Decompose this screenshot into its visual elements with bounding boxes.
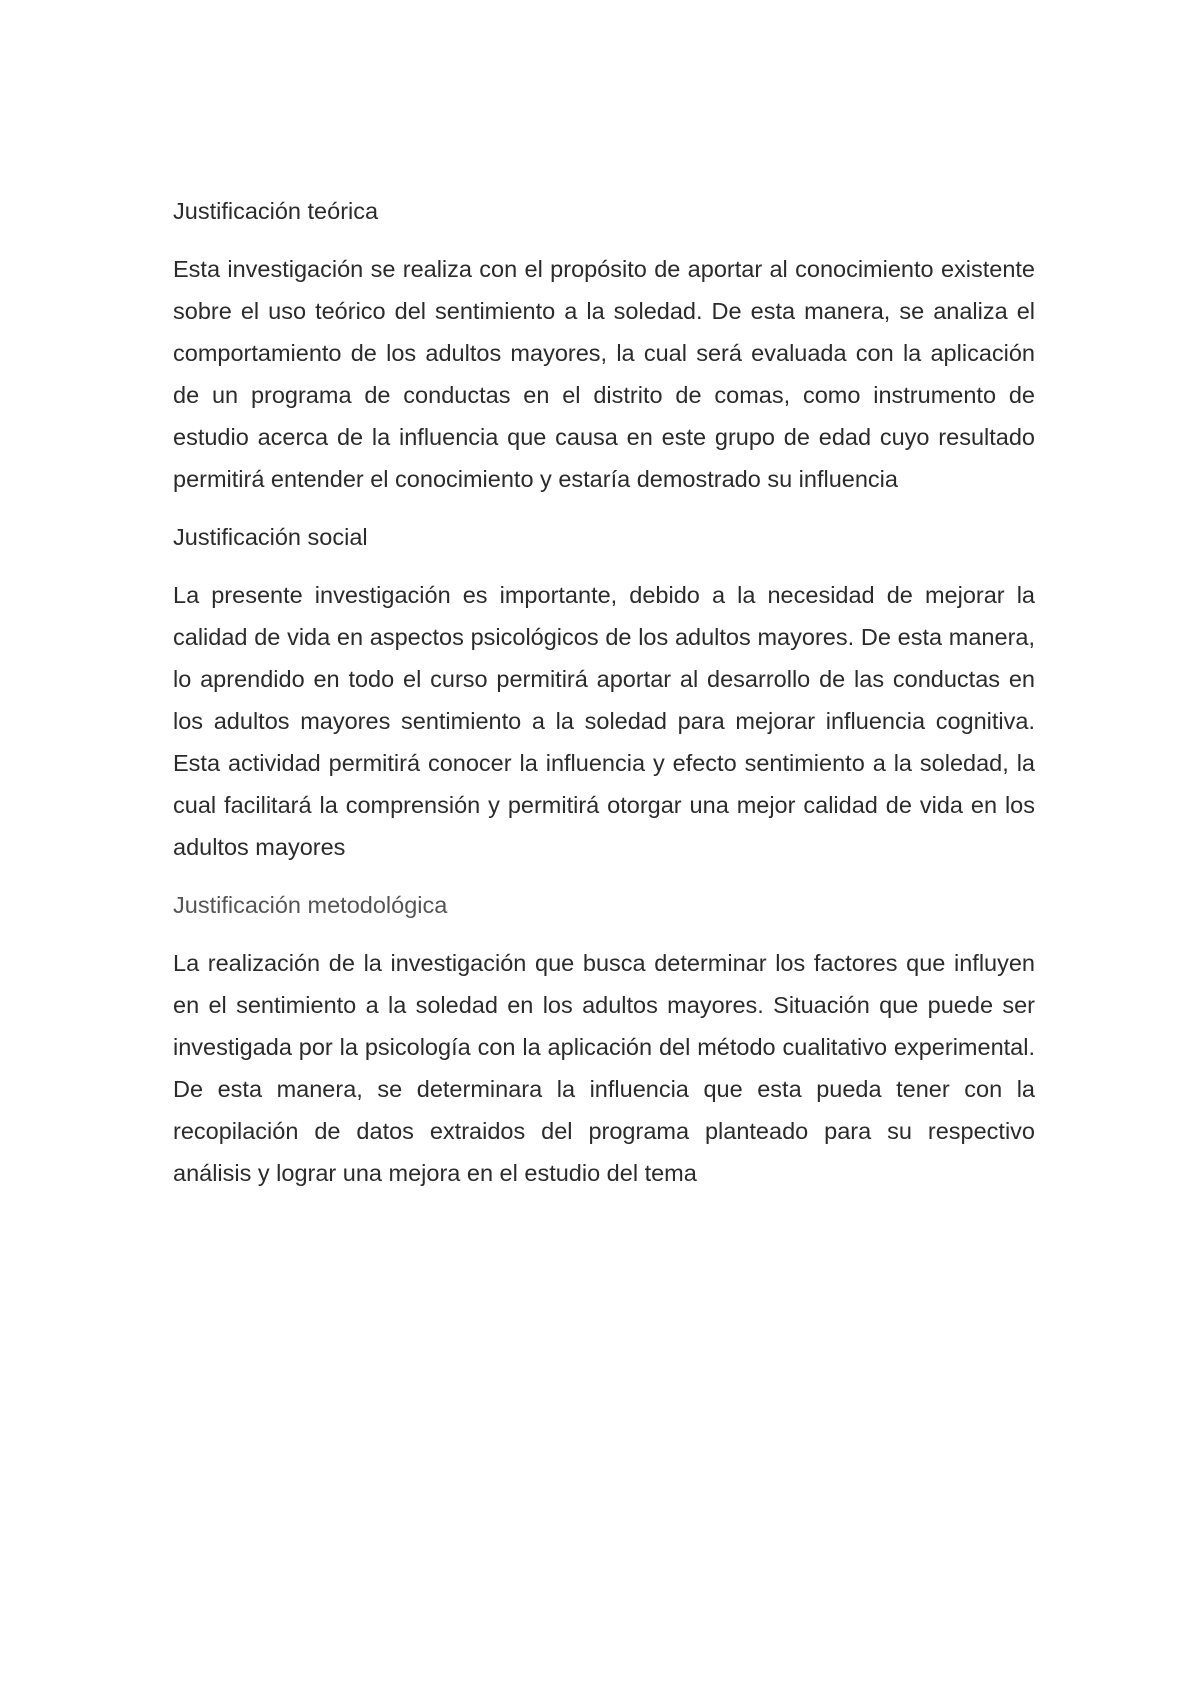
section-paragraph-teorica: Esta investigación se realiza con el propósito de aportar al conocimiento existente sobre el uso teórico del sentimiento a la soledad. De esta manera, se analiza el comportamiento de los adultos mayores, la cual será evaluada con la aplicación de un programa de conductas en el distrito de comas, como instrumento de estudio acerca de la influencia que causa en este grupo de edad cuyo resultado permitirá entender el conocimiento y estaría demostrado su influencia [173,256,1035,492]
section-paragraph-social: La presente investigación es importante, debido a la necesidad de mejorar la calidad de vida en aspectos psicológicos de los adultos mayores. De esta manera, lo aprendido en todo el curso permitirá aportar al desarrollo de las conductas en los adultos mayores sentimiento a la soledad para mejorar influencia cognitiva. Esta actividad permitirá conocer la influencia y efecto sentimiento a la soledad, la cual facilitará la comprensión y permitirá otorgar una mejor calidad de vida en los adultos mayores [173,582,1035,860]
section-heading-metodologica: Justificación metodológica [173,892,448,918]
section-heading-social: Justificación social [173,524,368,550]
section-heading-teorica: Justificación teórica [173,198,379,224]
document-body [173,190,1035,1210]
section-paragraph-metodologica: La realización de la investigación que busca determinar los factores que influyen en el sentimiento a la soledad en los adultos mayores. Situación que puede ser investigada por la psicología con la aplicación del método cualitativo experimental. De esta manera, se determinara la influencia que esta pueda tener con la recopilación de datos extraidos del programa planteado para su respectivo análisis y lograr una mejora en el estudio del tema [173,950,1035,1186]
